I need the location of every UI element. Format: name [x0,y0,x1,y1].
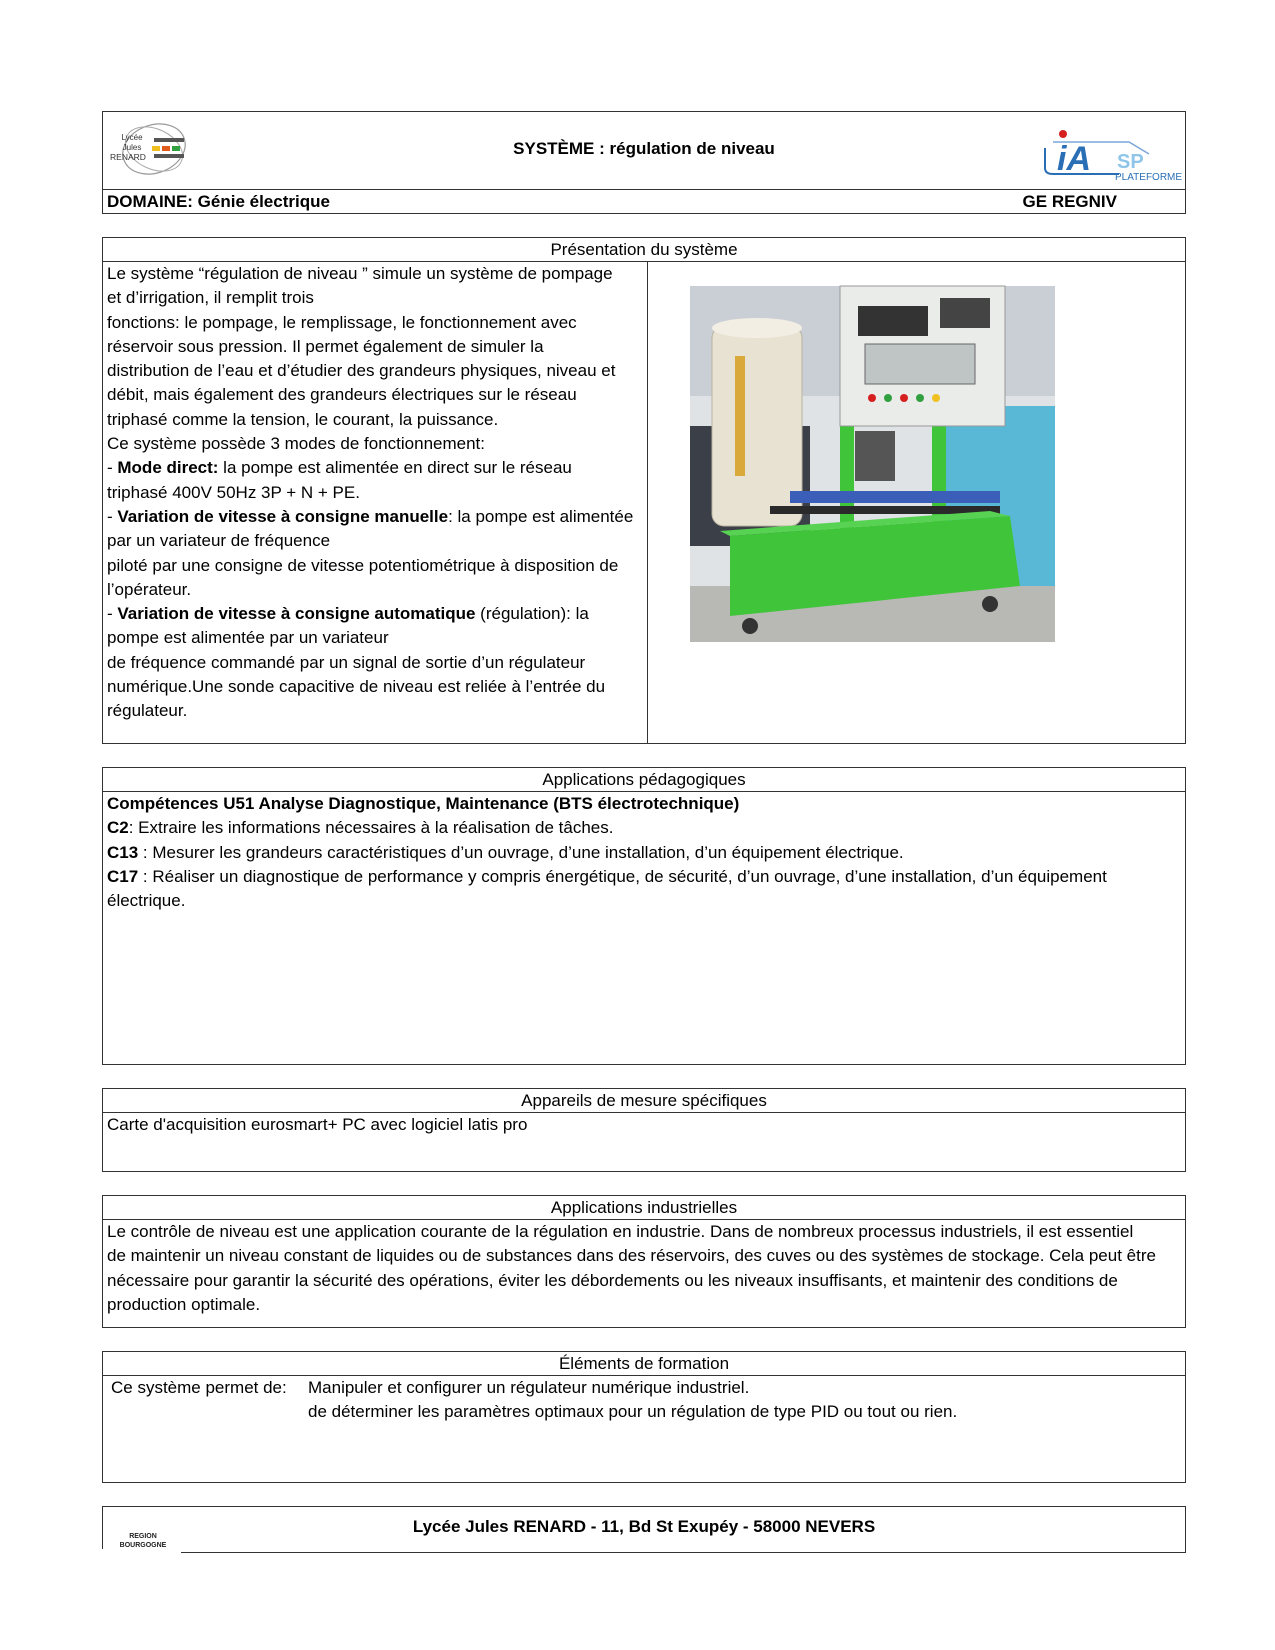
industrielles-heading: Applications industrielles [103,1196,1185,1220]
document-footer [102,1506,1186,1553]
applications-heading: Applications pédagogiques [103,768,1185,792]
applications-body [103,792,1185,913]
presentation-section [102,237,1186,744]
logo-sp-letters: SP [1117,151,1144,173]
iasp-plateforme-logo [1039,124,1183,183]
presentation-body [103,262,1185,744]
bullet-dash: - [107,458,118,478]
competence-text: : Mesurer les grandeurs caractéristiques d’un ouvrage, d’une installation, d’un équipement électrique. [138,842,904,862]
competence-code: C17 [107,866,139,886]
bullet-dash: - [107,604,118,624]
region-line-1: REGION [129,1533,157,1540]
domain-label: DOMAINE: Génie électrique [107,192,330,211]
presentation-line: débit, mais également des grandeurs électriques sur le réseau [107,385,577,405]
presentation-line: régulateur. [107,701,188,721]
system-code: GE REGNIV [1022,192,1117,211]
competence-code: C13 [107,842,139,862]
industrielles-section [102,1195,1186,1328]
mode-direct-title: Mode direct: [117,458,219,478]
industrielles-line: Le contrôle de niveau est une application courante de la régulation en industrie. Dans de nombreux processus industriels, il est essentiel [107,1222,1134,1241]
competences-title-text: Compétences U51 Analyse Diagnostique, Maintenance (BTS électrotechnique) [107,794,740,813]
competence-item [107,841,1181,865]
mode-manual-title: Variation de vitesse à consigne manuelle [117,506,449,526]
presentation-line: Le système “régulation de niveau ” simule un système de pompage [107,264,613,283]
document-header [102,111,1186,214]
logo-ia-letters: iA [1057,140,1091,178]
mode-manual-line [107,505,647,529]
presentation-line: triphasé comme la tension, le courant, la puissance. [107,409,499,429]
presentation-line: numérique.Une sonde capacitive de niveau est reliée à l’entrée du [107,677,606,697]
formation-item: Manipuler et configurer un régulateur numérique industriel. [308,1378,750,1397]
presentation-line: Ce système possède 3 modes de fonctionnement: [107,434,485,454]
mode-manual-text: : la pompe est alimentée [448,506,634,526]
industrielles-body [103,1220,1185,1317]
competence-item [107,816,1181,840]
formation-section [102,1351,1186,1483]
formation-heading: Éléments de formation [103,1352,1185,1376]
formation-label: Ce système permet de: [111,1378,287,1397]
mesure-heading: Appareils de mesure spécifiques [103,1089,1185,1113]
mode-auto-line [107,602,647,626]
mode-direct-text: la pompe est alimentée en direct sur le réseau [218,458,572,478]
system-photo [690,286,1055,642]
industrielles-line: nécessaire pour garantir la sécurité des opérations, éviter les débordements ou les niveaux insuffisants, et maintenir des conditions de [107,1270,1118,1290]
presentation-line: réservoir sous pression. Il permet également de simuler la [107,336,544,356]
mode-direct-line [107,456,647,480]
mesure-text: Carte d'acquisition eurosmart+ PC avec logiciel latis pro [107,1115,528,1134]
presentation-heading: Présentation du système [103,238,1185,262]
presentation-line: l’opérateur. [107,579,192,599]
mode-auto-title: Variation de vitesse à consigne automatique [117,604,476,624]
bullet-dash: - [107,506,118,526]
competence-text: : Réaliser un diagnostique de performance y compris énergétique, de sécurité, d’un ouvrage, d’une installation, d’un équipement [138,866,1107,886]
logo-line-3: RENARD [110,152,146,162]
presentation-line: distribution de l’eau et d’étudier des grandeurs physiques, niveau et [107,361,616,381]
logo-plateforme: PLATEFORME [1115,172,1183,183]
presentation-line: de fréquence commandé par un signal de sortie d’un régulateur [107,652,586,672]
school-address: Lycée Jules RENARD - 11, Bd St Exupéy - 58000 NEVERS [412,1517,876,1536]
header-title-row [103,112,1185,190]
border-gap [101,1549,181,1555]
system-title: SYSTÈME : régulation de niveau [513,139,775,158]
industrielles-line: de maintenir un niveau constant de liquides ou de substances dans des réservoirs, des cuves ou des systèmes de stockage. Cela peut être [107,1246,1156,1266]
presentation-line: par un variateur de fréquence [107,531,331,551]
logo-line-2: Jules [122,143,142,152]
formation-items [308,1376,957,1425]
presentation-text [103,262,648,744]
presentation-line: triphasé 400V 50Hz 3P + N + PE. [107,482,360,502]
region-line-2: BOURGOGNE [119,1542,167,1549]
presentation-line: piloté par une consigne de vitesse potentiométrique à disposition de [107,555,619,575]
presentation-line: et d’irrigation, il remplit trois [107,288,314,308]
formation-item: de déterminer les paramètres optimaux pour un régulation de type PID ou tout ou rien. [308,1402,958,1422]
competences-title [107,792,1181,816]
competence-item [107,865,1181,889]
competence-code: C2 [107,818,129,838]
competence-text: : Extraire les informations nécessaires à la réalisation de tâches. [128,818,614,838]
header-domain-row [103,190,1185,214]
competence-continuation: électrique. [107,891,186,911]
presentation-line: pompe est alimentée par un variateur [107,628,389,648]
logo-line-1: Lycée [121,133,143,142]
applications-section [102,767,1186,1065]
mesure-section [102,1088,1186,1172]
presentation-line: fonctions: le pompage, le remplissage, le fonctionnement avec [107,312,577,332]
industrielles-line: production optimale. [107,1294,261,1314]
mode-auto-text: (régulation): la [475,604,589,624]
